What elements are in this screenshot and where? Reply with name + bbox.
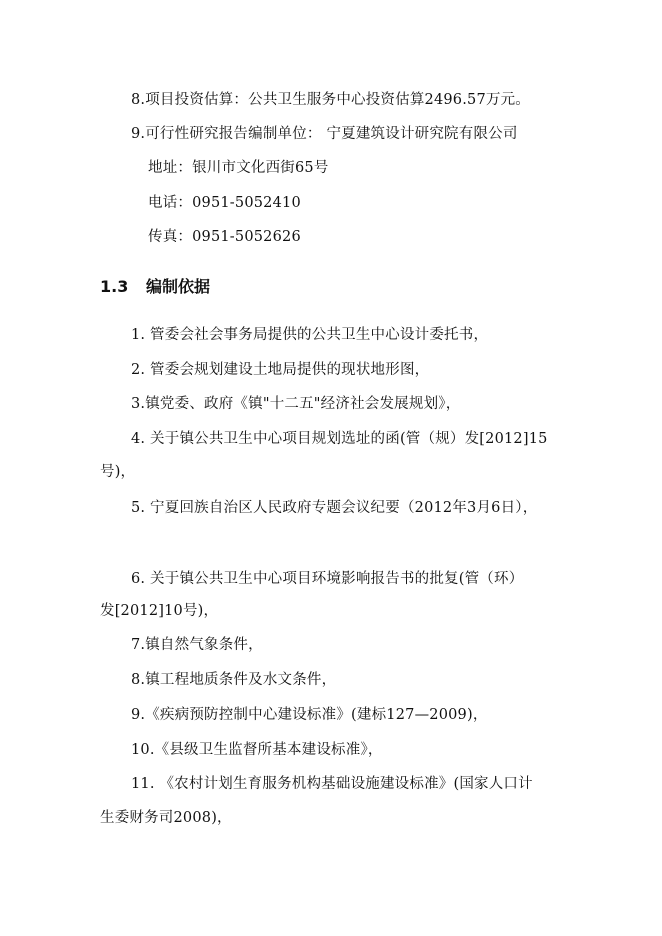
basis-item-2: 2. 管委会规划建设土地局提供的现状地形图， [131, 362, 430, 378]
intro-phone: 电话：0951-5052410 [148, 195, 301, 211]
basis-item-1: 1. 管委会社会事务局提供的公共卫生中心设计委托书， [131, 327, 489, 343]
basis-item-9: 9.《疾病预防控制中心建设标准》(建标127—2009)， [131, 707, 488, 723]
section-heading [100, 277, 210, 297]
intro-item-9: 9.可行性研究报告编制单位： 宁夏建筑设计研究院有限公司 [131, 126, 518, 142]
basis-item-11-line2: 生委财务司2008)， [100, 810, 232, 826]
basis-item-3: 3.镇党委、政府《镇"十二五"经济社会发展规划》， [131, 396, 461, 412]
intro-address: 地址：银川市文化西街65号 [148, 160, 329, 176]
basis-item-5: 5. 宁夏回族自治区人民政府专题会议纪要（2012年3月6日）， [131, 500, 538, 516]
section-number: 1.3 [100, 277, 129, 296]
basis-item-7: 7.镇自然气象条件， [131, 637, 263, 653]
basis-item-6-line2: 发[2012]10号)， [100, 603, 219, 619]
basis-item-4-line1: 4. 关于镇公共卫生中心项目规划选址的函(管（规）发[2012]15 [131, 431, 548, 447]
basis-item-10: 10.《县级卫生监督所基本建设标准》， [131, 742, 383, 758]
intro-fax: 传真：0951-5052626 [148, 229, 301, 245]
intro-item-8: 8.项目投资估算：公共卫生服务中心投资估算2496.57万元。 [131, 92, 530, 108]
section-title: 编制依据 [146, 277, 211, 296]
basis-item-6-line1: 6. 关于镇公共卫生中心项目环境影响报告书的批复(管（环） [131, 571, 524, 587]
basis-item-8: 8.镇工程地质条件及水文条件， [131, 672, 337, 688]
basis-item-11-line1: 11. 《农村计划生育服务机构基础设施建设标准》(国家人口计 [131, 776, 533, 792]
basis-item-4-line2: 号)， [100, 464, 136, 480]
